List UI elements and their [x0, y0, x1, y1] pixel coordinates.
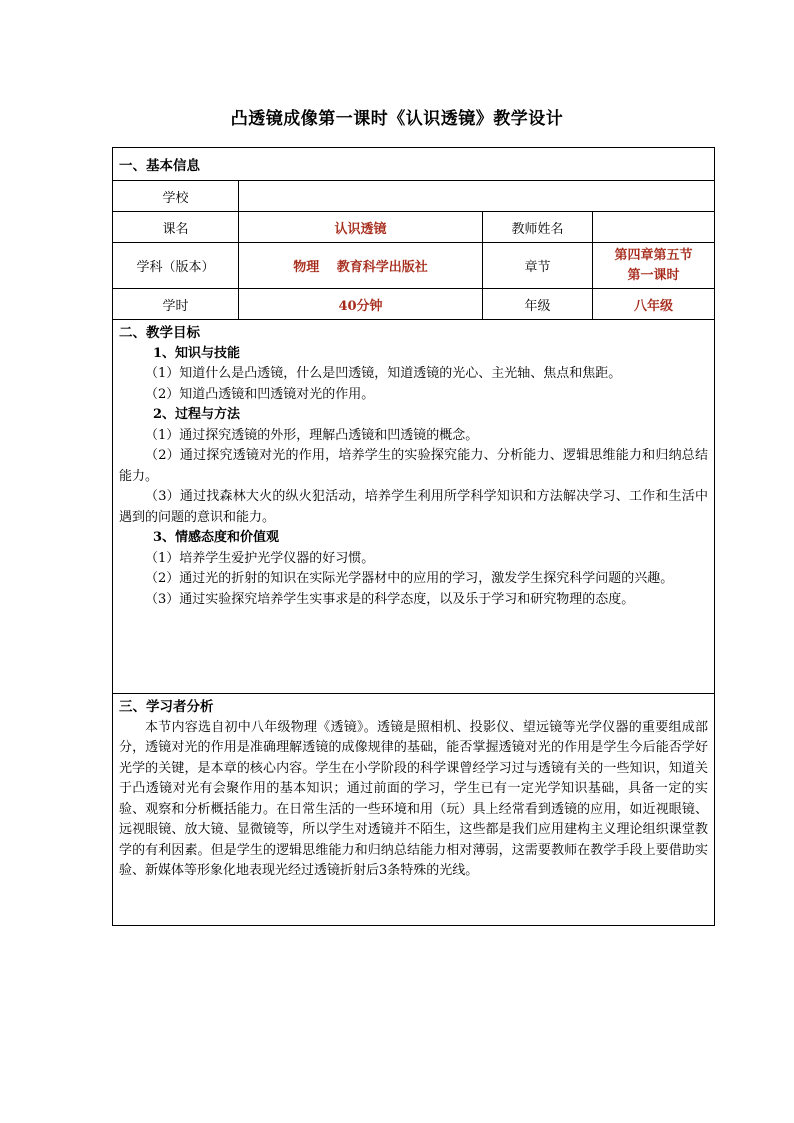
objectives-row [113, 320, 715, 694]
grade-value: 八年级 [593, 289, 715, 320]
learner-analysis-row [113, 694, 715, 926]
chapter-value [593, 243, 715, 289]
knowledge-item-2: （2）知道凸透镜和凹透镜对光的作用。 [145, 386, 375, 402]
teacher-value [593, 212, 715, 243]
hours-row [113, 289, 715, 320]
course-row [113, 212, 715, 243]
learner-analysis-section [113, 694, 715, 926]
subject-value: 物理 教育科学出版社 [239, 243, 483, 289]
school-value [239, 181, 715, 212]
course-value: 认识透镜 [239, 212, 483, 243]
process-item-1: （1）通过探究透镜的外形，理解凸透镜和凹透镜的概念。 [145, 427, 479, 443]
school-row [113, 181, 715, 212]
chapter-label: 章节 [483, 243, 593, 289]
process-item-3: （3）通过找森林大火的纵火犯活动，培养学生利用所学科学知识和方法解决学习、工作和生活中遇到的问题的意识和能力。 [119, 489, 708, 525]
process-heading: 2、过程与方法 [153, 407, 241, 422]
teacher-label: 教师姓名 [483, 212, 593, 243]
knowledge-heading: 1、知识与技能 [153, 345, 241, 361]
chapter-value-line1: 第四章第五节 [614, 247, 693, 263]
school-label: 学校 [113, 181, 239, 212]
course-label: 课名 [113, 212, 239, 243]
process-item-2: （2）通过探究透镜对光的作用，培养学生的实验探究能力、分析能力、逻辑思维能力和归纳总结能力。 [119, 448, 708, 484]
lesson-plan-table [112, 147, 715, 926]
basic-info-heading: 一、基本信息 [113, 148, 715, 181]
objectives-section [113, 320, 715, 694]
attitude-heading: 3、情感态度和价值观 [153, 530, 280, 545]
learner-analysis-heading: 三、学习者分析 [119, 699, 214, 715]
hours-label: 学时 [113, 289, 239, 320]
learner-analysis-paragraph: 本节内容选自初中八年级物理《透镜》。透镜是照相机、投影仪、望远镜等光学仪器的重要组成部分，透镜对光的作用是准确理解透镜的成像规律的基础，能否掌握透镜对光的作用是学生今后能否学好光学的关键，是本章的核心内容。学生在小学阶段的科学课曾经学习过与透镜有关的一些知识，知道关于凸透镜对光有会聚作用的基本知识；通过前面的学习，学生已有一定光学知识基础，具备一定的实验、观察和分析概括能力。在日常生活的一些环境和用（玩）具上经常看到透镜的应用，如近视眼镜、远视眼镜、放大镜、显微镜等，所以学生对透镜并不陌生，这些都是我们应用建构主义理论组织课堂教学的有利因素。但是学生的逻辑思维能力和归纳总结能力相对薄弱，这需要教师在教学手段上要借助实验、新媒体等形象化地表现光经过透镜折射后3条特殊的光线。 [119, 719, 708, 878]
subject-label: 学科（版本） [113, 243, 239, 289]
attitude-item-2: （2）通过光的折射的知识在实际光学器材中的应用的学习，激发学生探究科学问题的兴趣。 [145, 571, 674, 586]
chapter-value-line2: 第一课时 [627, 267, 680, 283]
attitude-item-3: （3）通过实验探究培养学生实事求是的科学态度，以及乐于学习和研究物理的态度。 [145, 591, 635, 607]
objectives-heading: 二、教学目标 [119, 325, 200, 341]
knowledge-item-1: （1）知道什么是凸透镜，什么是凹透镜，知道透镜的光心、主光轴、焦点和焦距。 [145, 366, 622, 381]
subject-row [113, 243, 715, 289]
document-title: 凸透镜成像第一课时《认识透镜》教学设计 [230, 109, 564, 129]
basic-info-heading-row [113, 148, 715, 181]
grade-label: 年级 [483, 289, 593, 320]
hours-value: 40分钟 [239, 289, 483, 320]
attitude-item-1: （1）培养学生爱护光学仪器的好习惯。 [145, 550, 375, 566]
